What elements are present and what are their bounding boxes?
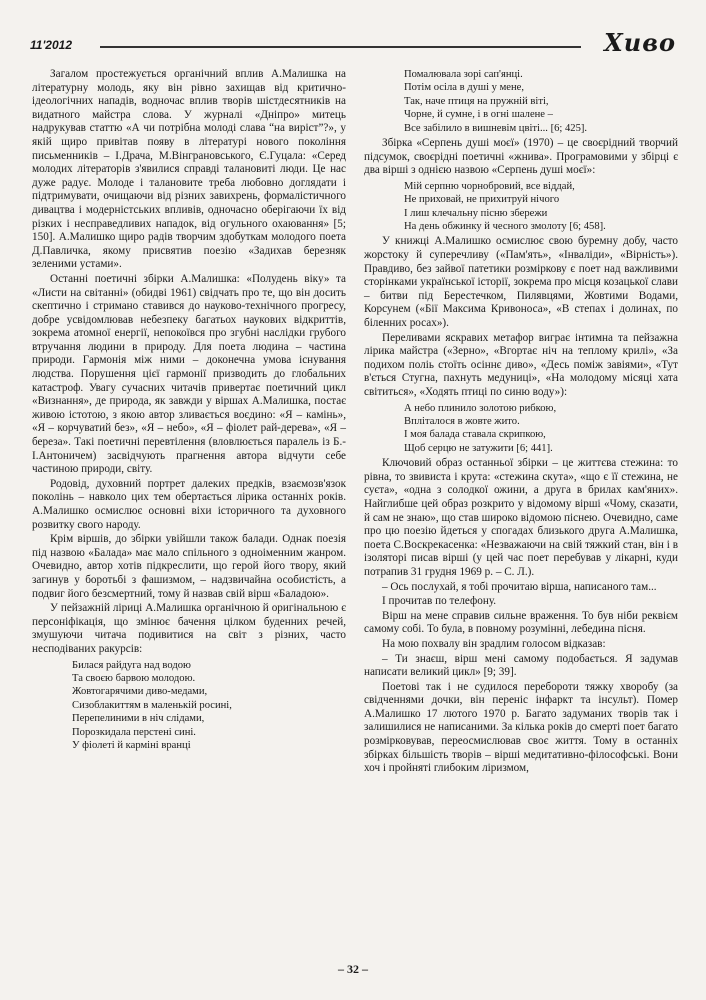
verse-line: Та своєю барвою молодою.: [72, 672, 196, 684]
verse-line: Жовтогарячими диво-медами,: [72, 686, 208, 698]
verse-quote: [364, 68, 678, 135]
verse-line: На день обжинку й чесного змолоту [6; 458].: [404, 221, 606, 233]
issue-number: 11'2012: [30, 38, 73, 52]
paragraph: І прочитав по телефону.: [382, 595, 497, 608]
verse-quote: [32, 659, 346, 753]
paragraph: У книжці А.Малишко осмислює свою буремну добу, часто жорстоку й суперечливу («Пам'ять», «Інваліди», «Вірність»). Правдиво, без зайвої патетики розміркову є поет над важливими сторінками української історії, зокрема про місця козацької слави – битви під Берестечком, Пилявцями, Жовтими Водами, Корсунем («Бії Максима Кривоноса», «В степах і долинах, по біленних росах»).: [364, 235, 678, 329]
verse-line: Билася райдуга над водою: [72, 659, 191, 671]
paragraph: Ключовий образ останньої збірки – це життєва стежина: то рівна, то звивиста і крута: «стежина скута», «що є її стежина, не суєта», «одна з солодкої ожини, а друга в брилах кам'яних». Найглибше цей образ розкрито у відомому вірші «Чому, сказати, й сам не знаю», що став широко відомою піснею. Очевидно, саме про цю поезію йдеться у спогадах близького друга А.Малишка, поета С.Воскрекасенка: «Незважаючи на свій тяжкий стан, він і в ізоляторі писав вірші (у цей час поет перебував у лікарні, куди потрапив 31 грудня 1969 р. – С. Л.).: [364, 457, 678, 578]
paragraph: Вірш на мене справив сильне враження. То був ніби реквієм самому собі. То була, в повному розумінні, лебедина пісня.: [364, 609, 678, 636]
verse-line: А небо плинило золотою рибкою,: [404, 402, 557, 414]
verse-line: І лиш клечальну пісню збережи: [404, 207, 548, 219]
verse-line: Щоб серцю не затужити [6; 441].: [404, 442, 553, 454]
verse-line: У фіолеті й карміні вранці: [72, 739, 191, 751]
verse-line: Все забілило в вишневім цвіті... [6; 425].: [404, 122, 588, 134]
verse-quote: [364, 402, 678, 456]
running-header: [30, 30, 676, 60]
verse-line: Не приховай, не прихитруй нічого: [404, 194, 560, 206]
verse-line: І моя балада ставала скрипкою,: [404, 429, 546, 441]
paragraph: Крім віршів, до збірки увійшли також балади. Однак поезія під назвою «Балада» має мало спільного з одноіменним жанром. Очевидно, автор хотів підкреслити, що герой його твору, який загинув у боротьбі з фашизмом, – надзвичайна особистість, а подвиг його безсмертний, тому й назвав свій вірш «Баладою».: [32, 533, 346, 600]
magazine-logo: Хиво: [604, 28, 676, 57]
paragraph: У пейзажній ліриці А.Малишка органічною й оригінальною є персоніфікація, що змінює бачення цілком буденних речей, змушуючи читача подивитися на світ з різних, часто несподіваних ракурсів:: [32, 602, 346, 655]
verse-line: Порозкидала перстені сині.: [72, 726, 196, 738]
right-column: [364, 68, 678, 777]
paragraph: Переливами яскравих метафор виграє інтимна та пейзажна лірика майстра («Зерно», «Вгортає ніч на теплому крилі», «За подихом поліь стоїть осіннє диво», «Десь поміж завіями», «Тут в'ється Стугна, пахнуть медуниці», «На молодому місяці хата світиться», «Ходять птиці по синю воду»):: [364, 331, 678, 398]
verse-line: Сизоблакиттям в маленькій росині,: [72, 699, 232, 711]
left-column: [32, 68, 346, 754]
paragraph: Загалом простежується органічний вплив А.Малишка на літературну молодь, яку він рівно захищав від критично-ідеологічних нападів, водночас вплив творів шістдесятників на видатного майстра слова. У журналі «Дніпро» митець надрукував статтю «А чи потрібна молоді слава “на виріст”?», у якій щиро привітав появу в літературі нового покоління письменників – І.Драча, М.Вінграновського, Є.Гуцала: «Серед молодих літераторів з'явилися справді талановиті люди. Це нас дуже радує. Молоде і талановите треба любовно доглядати і підтримувати, очищаючи від різних завихрень, формалістичного дивацтва і модерністських впливів, одночасно оберігаючи їх від різких і несправедливих нападок, від огульного охаювання» [5; 150]. А.Малишко щиро радів творчим здобуткам молодого поета Д.Павличка, якому присвятив поезію «Задихав березняк зеленими устами».: [32, 68, 346, 271]
header-rule: [100, 46, 581, 48]
verse-line: Вплiталося в жовте жито.: [404, 415, 520, 427]
verse-line: Перепелиними в ніч слідами,: [72, 713, 205, 725]
paragraph: Останні поетичні збірки А.Малишка: «Полудень віку» та «Листи на світанні» (обидві 1961) свідчать про те, що він досить скептично і стримано ставився до науково-технічного прогресу, добре усвідомлював небезпеку багатьох наукових відкриттів, зокрема атомної енергії, непокоївся про згубні наслідки грубого втручання людини в природу. Для поета людина – частина природи. Гармонія між ними – доконечна умова існування людства. Порушення цієї гармонії призводить до глобальних катастроф. Увагу сучасних читачів привертає поетичний цикл «Визнання», де природа, як завжди у віршах А.Малишка, постає живою істотою, з якою автор зливається воєдино: «Я – камінь», «Я – корчуватий без», «Я – небо», «Я – фіолет рай-дерева», «Я – береза». Такі поетичні перевтілення (вловлюється паралель із Б.-І.Антоничем) засвідчують прагнення автора відчути себе частиною природи, світу.: [32, 272, 346, 476]
paragraph: Поетові так і не судилося перебороти тяжку хворобу (за свідченнями дочки, він переніс інфаркт та інсульт). Помер А.Малишко 17 лютого 1970 р. Багато задуманих творів так і залишилися не написаними. За кілька років до смерті поет багато розмірковував, переосмислював своє життя. Тому в останніх збірках більшість творів – вірші медитативно-філософські. Вони хоч і пройняті глибоким ліризмом,: [364, 680, 678, 775]
verse-quote: [364, 180, 678, 234]
verse-line: Так, наче птиця на пружній віті,: [404, 95, 549, 107]
verse-line: Помалювала зорі сап'янці.: [404, 69, 523, 80]
paragraph: Збірка «Серпень душі моєї» (1970) – це своєрідний творчий підсумок, своєрідні поетичні «жнива». Програмовими у збірці є два вірші з однією назвою «Серпень душі моєї»:: [364, 137, 678, 177]
page-number: – 32 –: [338, 962, 368, 976]
verse-line: Чорне, й сумне, і в огні шалене –: [404, 109, 553, 121]
paragraph: – Ти знаєш, вірш мені самому подобається. Я задумав написати великий цикл» [9; 39].: [364, 652, 678, 679]
paragraph: – Ось послухай, я тобі прочитаю вірша, написаного там...: [382, 580, 657, 593]
verse-line: Мій серпню чорнобровий, все віддай,: [404, 180, 575, 192]
paragraph: Родовід, духовний портрет далеких предків, взаємозв'язок поколінь – навколо цих тем обертається лірика останніх років. А.Малишко осмислює основні віхи історичного та духовного розвитку свого народу.: [32, 477, 346, 531]
paragraph: На мою похвалу він зрадлим голосом відказав:: [382, 637, 606, 650]
verse-line: Потім осіла в душі у мене,: [404, 82, 525, 94]
